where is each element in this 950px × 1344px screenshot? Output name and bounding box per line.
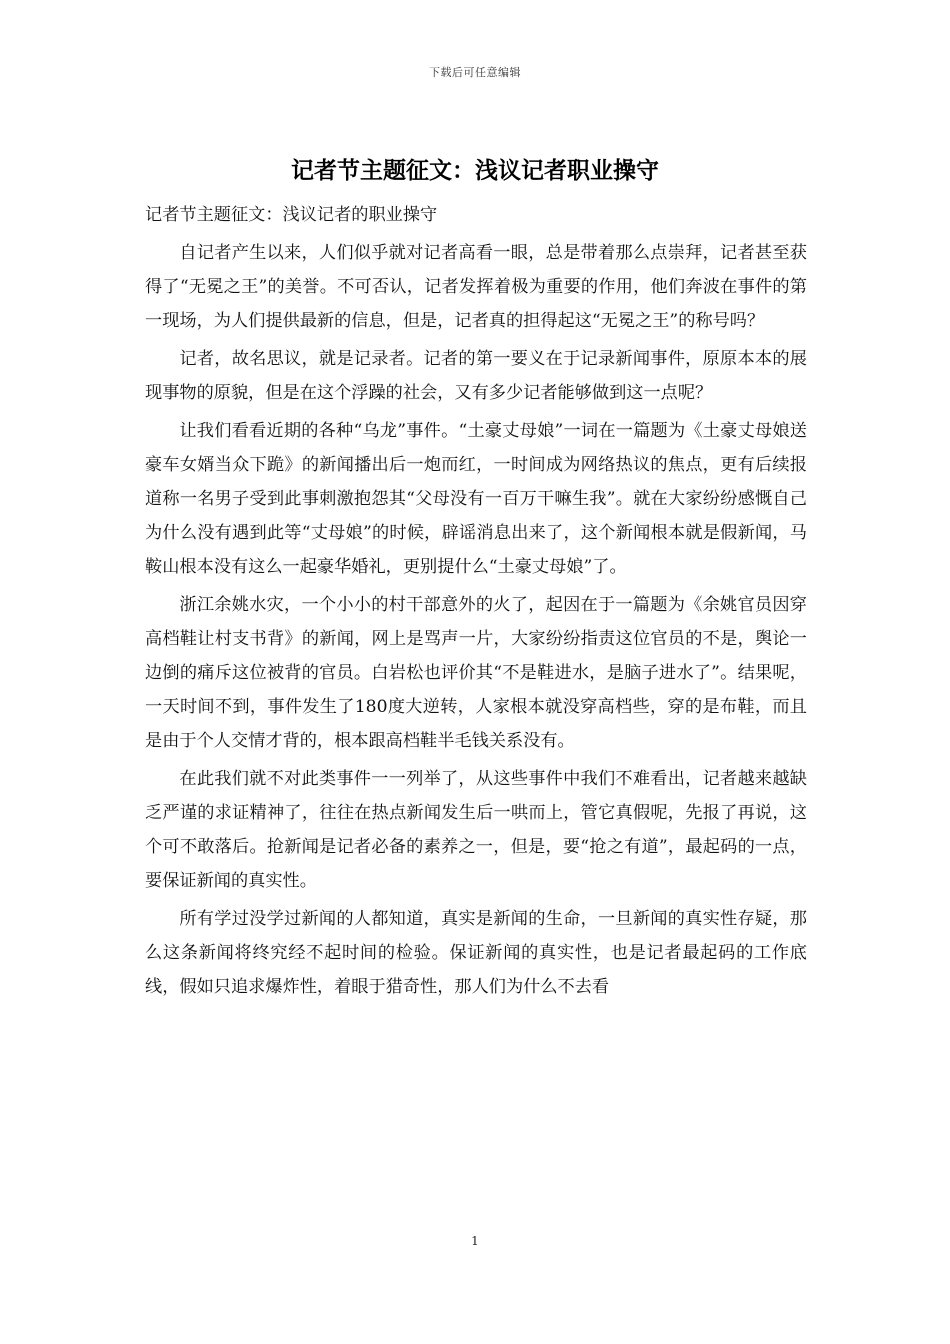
paragraph-6: 所有学过没学过新闻的人都知道，真实是新闻的生命，一旦新闻的真实性存疑，那么这条新闻将终究经不起时间的检验。保证新闻的真实性，也是记者最起码的工作底线，假如只追求爆炸性，着眼于猎奇性，那人们为什么不去看 [145,909,807,997]
page-number: 1 [471,1234,479,1248]
paragraph-3: 让我们看看近期的各种“乌龙”事件。“土豪丈母娘”一词在一篇题为《土豪丈母娘送豪车女婿当众下跪》的新闻播出后一炮而红，一时间成为网络热议的焦点，更有后续报道称一名男子受到此事刺激抱怨其“父母没有一百万干嘛生我”。就在大家纷纷感慨自己为什么没有遇到此等“丈母娘”的时候，辟谣消息出来了，这个新闻根本就是假新闻，马鞍山根本没有这么一起豪华婚礼，更别提什么“土豪丈母娘”了。 [145,421,807,577]
paragraph-2: 记者，故名思议，就是记录者。记者的第一要义在于记录新闻事件，原原本本的展现事物的原貌，但是在这个浮躁的社会，又有多少记者能够做到这一点呢？ [145,349,807,403]
document-body [145,198,807,1004]
paragraph-5: 在此我们就不对此类事件一一列举了，从这些事件中我们不难看出，记者越来越缺乏严谨的求证精神了，往往在热点新闻发生后一哄而上，管它真假呢，先报了再说，这个可不敢落后。抢新闻是记者必备的素养之一，但是，要“抢之有道”，最起码的一点，要保证新闻的真实性。 [145,769,807,891]
paragraph-4: 浙江余姚水灾，一个小小的村干部意外的火了，起因在于一篇题为《余姚官员因穿高档鞋让村支书背》的新闻，网上是骂声一片，大家纷纷指责这位官员的不是，舆论一边倒的痛斥这位被背的官员。白岩松也评价其“不是鞋进水，是脑子进水了”。结果呢，一天时间不到，事件发生了180度大逆转，人家根本就没穿高档些，穿的是布鞋，而且是由于个人交情才背的，根本跟高档鞋半毛钱关系没有。 [145,595,807,751]
document-subtitle: 记者节主题征文：浅议记者的职业操守 [145,205,438,225]
page-header: 下载后可任意编辑 [429,66,521,79]
document-title: 记者节主题征文：浅议记者职业操守 [291,158,659,184]
paragraph-1: 自记者产生以来，人们似乎就对记者高看一眼，总是带着那么点崇拜，记者甚至获得了“无冕之王”的美誉。不可否认，记者发挥着极为重要的作用，他们奔波在事件的第一现场，为人们提供最新的信息，但是，记者真的担得起这“无冕之王”的称号吗？ [145,243,807,331]
